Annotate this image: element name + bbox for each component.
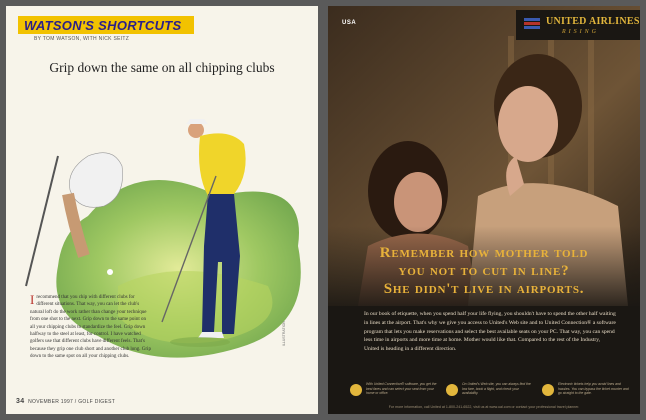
illustration-credit: ILLUSTRATION (282, 321, 286, 346)
united-airlines-logo (516, 10, 640, 40)
ad-headline (328, 244, 640, 298)
united-airlines-ad-page (328, 6, 640, 414)
ticket-icon (542, 384, 554, 396)
ad-headline-line: Remember how mother told (379, 245, 589, 261)
ad-headline-line: She didn't live in airports. (383, 281, 585, 297)
promo-item (350, 382, 438, 404)
promo-row (350, 382, 632, 404)
olympic-usa-logo: USA (342, 20, 357, 26)
article-headline: Grip down the same on all chipping clubs (49, 60, 275, 75)
ad-body-copy (364, 310, 616, 354)
ad-body-text: In our book of etiquette, when you spend half your life flying, you shouldn't have to spend the other half waiting in lines at the airport. That's why we give you access to United's Web site and to United Connection® a software program that lets you make reservations and select the best available seats on your PC. That way, you can spend less time in airports and more time at home. Mother would like that. Compared to the rest of the Industry, United is heading in a different direction. (364, 311, 616, 353)
issue-line: NOVEMBER 1997 / GOLF DIGEST (28, 399, 116, 405)
promo-item (446, 382, 534, 404)
promo-text: Electronic tickets help you avoid lines and hassles. You can bypass the ticket counter and go straight to the gate. (558, 382, 629, 396)
software-icon (350, 384, 362, 396)
promo-text: On United's Web site, you can always find the low fare, book a flight, and check your availability. (462, 382, 531, 396)
promo-item (542, 382, 630, 404)
section-title: WATSON'S SHORTCUTS (24, 18, 182, 33)
page-footer (16, 398, 115, 405)
article-body: Irecommend that you chip with different clubs for different situations. That way, you can let the club's natural loft do the work rather than change your technique from one shot to the next. Grip down to the same point on all your chipping clubs to standardize the feel. Grip down halfway to the steel at least, for control. I have watched golfers use that different clubs have different feels. That's because they grip one club short and another club long. Grip down to the same spot on all your chipping clubs. (30, 292, 151, 360)
brand-tagline: RISING (562, 29, 599, 35)
brand-name: UNITED AIRLINES (546, 16, 640, 27)
web-icon (446, 384, 458, 396)
golf-article-page (6, 6, 318, 414)
ad-footer: For more information, call United at 1-800-241-6522, visit us at www.ual.com or contact your professional travel planner. (388, 405, 580, 409)
ad-headline-line: you not to cut in line? (398, 263, 570, 279)
promo-text: With United Connection® software, you get the best fares and can select your seat from your home or office. (366, 382, 437, 396)
byline: BY TOM WATSON, WITH NICK SEITZ (34, 36, 130, 42)
united-tulip-icon (524, 18, 540, 30)
page-number: 34 (16, 398, 25, 405)
